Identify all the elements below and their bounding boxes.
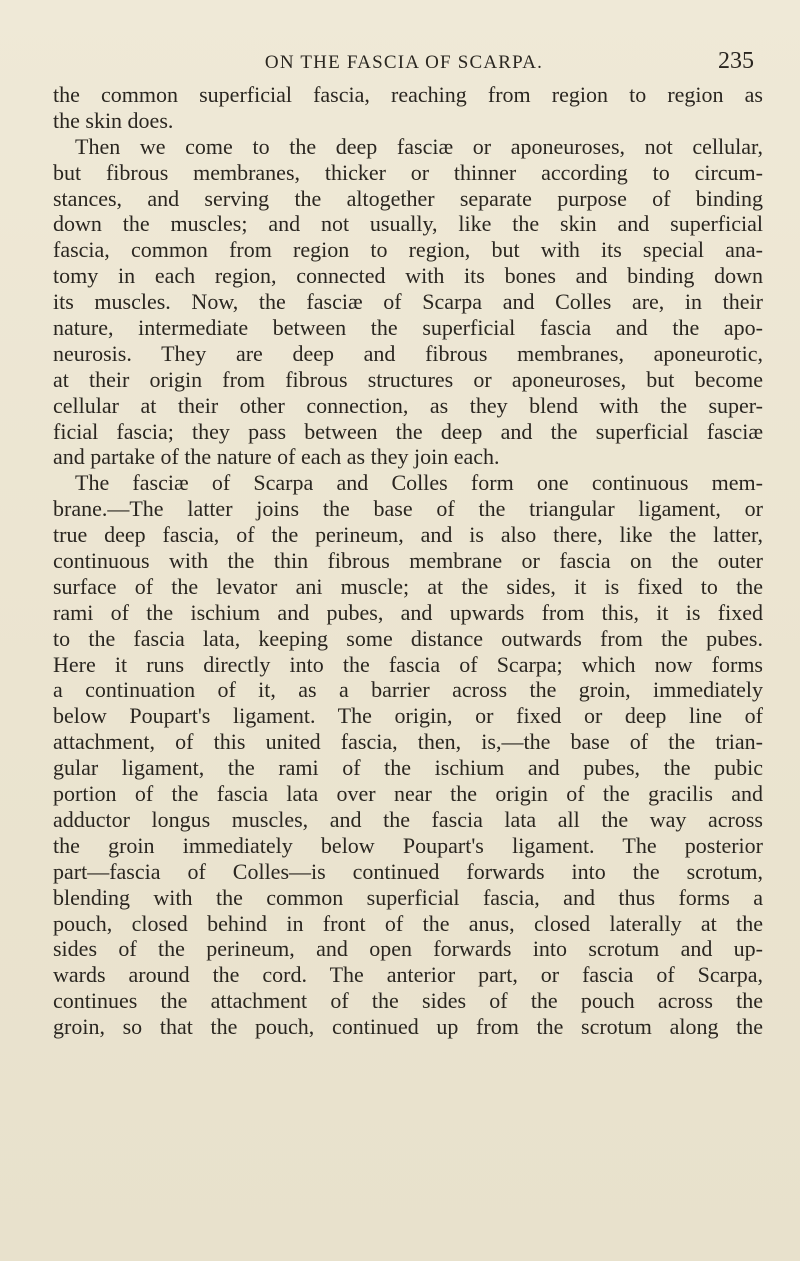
text-line: attachment, of this united fascia, then, is,—the base of the trian- (53, 729, 763, 755)
text-line: wards around the cord. The anterior part, or fascia of Scarpa, (53, 962, 763, 988)
text-line: adductor longus muscles, and the fascia lata all the way across (53, 806, 763, 832)
text-line: part—fascia of Colles—is continued forwards into the scrotum, (53, 858, 763, 884)
text-line: sides of the perineum, and open forwards into scrotum and up- (53, 936, 763, 962)
text-line: below Poupart's ligament. The origin, or fixed or deep line of (53, 703, 763, 729)
text-line: brane.—The latter joins the base of the triangular ligament, or (53, 496, 763, 522)
running-title: ON THE FASCIA OF SCARPA. (264, 52, 544, 73)
text-line: nature, intermediate between the superficial fascia and the apo- (53, 315, 763, 341)
body-text (53, 82, 763, 1040)
running-head (52, 48, 756, 80)
text-line: stances, and serving the altogether separate purpose of binding (53, 185, 763, 211)
text-line: fascia, common from region to region, but with its special ana- (53, 237, 763, 263)
text-line: neurosis. They are deep and fibrous membranes, aponeurotic, (53, 340, 763, 366)
text-line: The fasciæ of Scarpa and Colles form one continuous mem- (75, 470, 763, 496)
text-line: the groin immediately below Poupart's ligament. The posterior (53, 832, 763, 858)
text-line: a continuation of it, as a barrier across the groin, immediately (53, 677, 763, 703)
text-line: true deep fascia, of the perineum, and is also there, like the latter, (53, 522, 763, 548)
text-line: at their origin from fibrous structures or aponeuroses, but become (53, 366, 763, 392)
text-line: to the fascia lata, keeping some distance outwards from the pubes. (53, 625, 763, 651)
page-number: 235 (718, 48, 754, 74)
text-line: Then we come to the deep fasciæ or aponeuroses, not cellular, (75, 133, 763, 159)
text-line: tomy in each region, connected with its bones and binding down (53, 263, 763, 289)
text-line: but fibrous membranes, thicker or thinner according to circum- (53, 159, 763, 185)
text-line: continuous with the thin fibrous membrane or fascia on the outer (53, 548, 763, 574)
text-line: portion of the fascia lata over near the origin of the gracilis and (53, 781, 763, 807)
text-line: surface of the levator ani muscle; at the sides, it is fixed to the (53, 573, 763, 599)
text-line: cellular at their other connection, as they blend with the super- (53, 392, 763, 418)
text-line: groin, so that the pouch, continued up from the scrotum along the (53, 1014, 763, 1040)
text-line: pouch, closed behind in front of the anus, closed laterally at the (53, 910, 763, 936)
text-line: and partake of the nature of each as they join each. (53, 444, 500, 470)
text-line: ficial fascia; they pass between the deep and the superficial fasciæ (53, 418, 763, 444)
text-line: down the muscles; and not usually, like the skin and superficial (53, 211, 763, 237)
text-line: the common superficial fascia, reaching from region to region as (53, 82, 763, 107)
text-line: Here it runs directly into the fascia of Scarpa; which now forms (53, 651, 763, 677)
text-line: blending with the common superficial fascia, and thus forms a (53, 884, 763, 910)
text-line: its muscles. Now, the fasciæ of Scarpa and Colles are, in their (53, 289, 763, 315)
text-line: rami of the ischium and pubes, and upwards from this, it is fixed (53, 599, 763, 625)
text-line: the skin does. (53, 107, 174, 133)
text-line: gular ligament, the rami of the ischium and pubes, the pubic (53, 755, 763, 781)
text-line: continues the attachment of the sides of the pouch across the (53, 988, 763, 1014)
